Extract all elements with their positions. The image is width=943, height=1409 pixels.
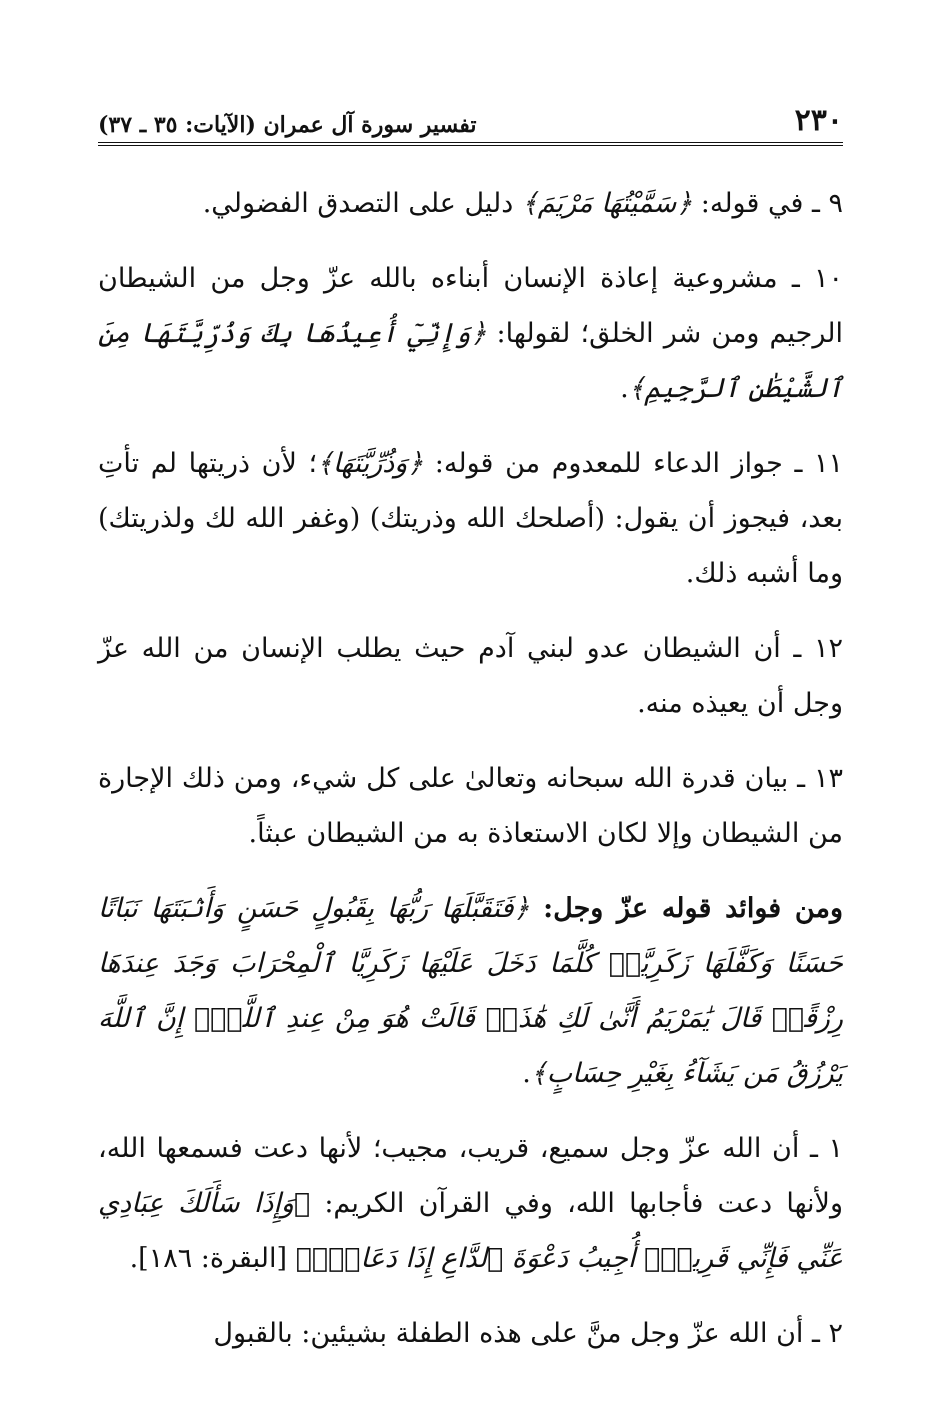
paragraph-text: ٩ ـ في قوله: — [692, 188, 843, 219]
paragraph-text: دليل على التصدق الفضولي. — [202, 188, 522, 219]
paragraph-text: . — [522, 1058, 531, 1089]
section-lead: ومن فوائد قوله عزّ وجل: — [529, 893, 843, 924]
quran-quote: ﴿وَذُرِّيَّتَهَا﴾ — [317, 448, 424, 479]
quran-quote: ﴿فَتَقَبَّلَهَا رَبُّهَا بِقَبُولٍ حَسَنٍ وَأَنۢبَتَهَا نَبَاتًا حَسَنًا وَكَفَّلَهَا زَكَرِيَّاۖ كُلَّمَا دَخَلَ عَلَيْهَا زَكَرِيَّا ٱلْمِحْرَابَ وَجَدَ عِندَهَا رِزْقًاۖ قَالَ يَٰمَرْيَمُ أَنَّىٰ لَكِ هَٰذَاۖ قَالَتْ هُوَ مِنْ عِندِ ٱللَّهِۖ إِنَّ ٱللَّهَ يَرْزُقُ مَن يَشَآءُ بِغَيْرِ حِسَابٍ﴾ — [98, 893, 843, 1089]
paragraph-2 — [98, 1306, 843, 1361]
page-body — [98, 176, 843, 1361]
paragraph-text: [البقرة: ١٨٦]. — [129, 1243, 296, 1274]
quran-quote: ﴿سَمَّيْتُهَا مَرْيَمَ﴾ — [521, 188, 693, 219]
quran-quote: ﴿وَإِنِّيٓ أُعِيذُهَا بِكَ وَذُرِّيَّتَهَا مِنَ ٱلشَّيْطَٰنِ ٱلرَّجِيمِ﴾ — [98, 318, 843, 404]
quran-quote: ﴿وَإِذَا سَأَلَكَ عِبَادِي عَنِّي فَإِنِّي قَرِيبٌۖ أُجِيبُ دَعْوَةَ ٱلدَّاعِ إِذَا دَعَانِۖ﴾ — [98, 1188, 843, 1274]
paragraph-text: ١٣ ـ بيان قدرة الله سبحانه وتعالىٰ على كل شيء، ومن ذلك الإجارة من الشيطان وإلا لكان الاستعاذة به من الشيطان عبثاً. — [98, 763, 843, 849]
page-number: ٢٣٠ — [794, 103, 843, 138]
paragraph-text: ١٠ ـ مشروعية إعاذة الإنسان أبناءه بالله عزّ وجل من الشيطان الرجيم ومن شر الخلق؛ لقولها: — [98, 263, 843, 349]
paragraph-text: ١ ـ أن الله عزّ وجل سميع، قريب، مجيب؛ لأنها دعت فسمعها الله، ولأنها دعت فأجابها الله، وفي القرآن الكريم: — [98, 1133, 843, 1219]
verse-intro-paragraph — [98, 881, 843, 1101]
paragraph-text: ؛ لأن ذريتها لم تأتِ بعد، فيجوز أن يقول: (أصلحك الله وذريتك) (وغفر الله لك ولذريتك) وما أشبه ذلك. — [98, 448, 843, 589]
paragraph-12 — [98, 621, 843, 731]
paragraph-13 — [98, 751, 843, 861]
paragraph-10 — [98, 251, 843, 416]
page-header — [98, 100, 843, 146]
paragraph-9 — [98, 176, 843, 231]
running-title: تفسير سورة آل عمران (الآيات: ٣٥ ـ ٣٧) — [98, 112, 477, 138]
book-page — [98, 100, 843, 1380]
paragraph-1 — [98, 1121, 843, 1286]
paragraph-text: ١٢ ـ أن الشيطان عدو لبني آدم حيث يطلب الإنسان من الله عزّ وجل أن يعيذه منه. — [98, 633, 843, 719]
paragraph-text: ١١ ـ جواز الدعاء للمعدوم من قوله: — [423, 448, 843, 479]
paragraph-11 — [98, 436, 843, 601]
paragraph-text: ٢ ـ أن الله عزّ وجل منَّ على هذه الطفلة بشيئين: بالقبول — [213, 1318, 843, 1349]
paragraph-text: . — [620, 373, 629, 404]
